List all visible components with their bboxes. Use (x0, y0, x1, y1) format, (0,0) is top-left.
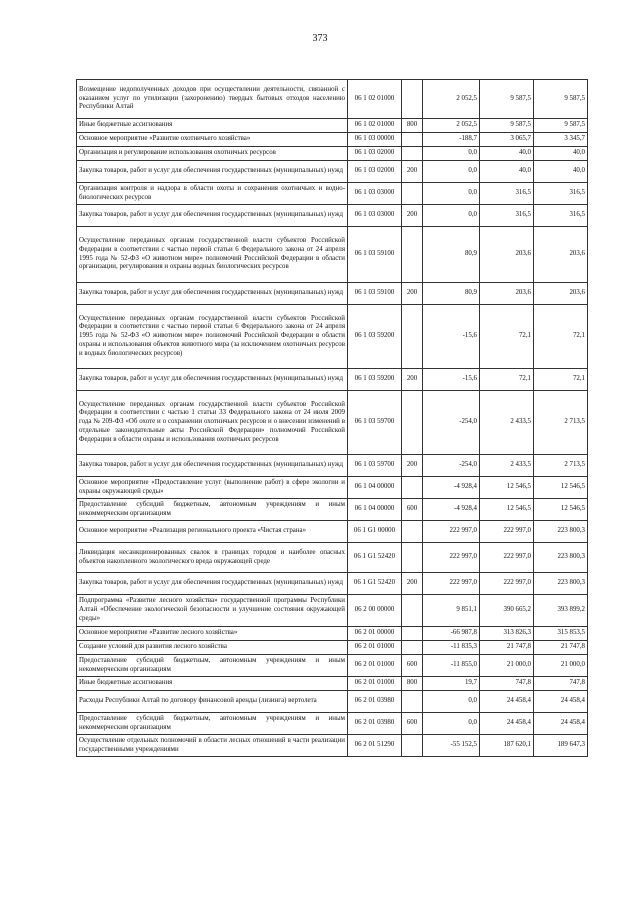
table-row (77, 80, 588, 119)
amount-year-1-cell: 9 587,5 (480, 80, 534, 119)
amount-year-2-cell: 9 587,5 (534, 80, 588, 119)
amount-year-1-cell: 40,0 (480, 147, 534, 161)
table-row (77, 499, 588, 521)
amount-year-2-cell: 223 800,3 (534, 543, 588, 573)
change-amount-cell: -15,6 (423, 305, 480, 369)
table-row (77, 283, 588, 305)
amount-year-2-cell: 316,5 (534, 183, 588, 205)
row-name-cell: Возмещение недополученных доходов при осуществлении деятельности, связанной с оказанием услуг по утилизации (захоронению) твердых бытовых отходов населению Республики Алтай (77, 80, 348, 119)
table-row (77, 627, 588, 641)
amount-year-1-cell: 72,1 (480, 369, 534, 391)
row-name-cell: Расходы Республики Алтай по договору финансовой аренды (лизинга) вертолета (77, 691, 348, 713)
expense-type-cell: 200 (402, 161, 423, 183)
target-code-cell: 06 1 03 02000 (348, 147, 402, 161)
change-amount-cell: 222 997,0 (423, 521, 480, 543)
amount-year-1-cell: 2 433,5 (480, 391, 534, 455)
change-amount-cell: 0,0 (423, 183, 480, 205)
amount-year-2-cell: 189 647,3 (534, 735, 588, 757)
change-amount-cell: 80,9 (423, 227, 480, 283)
amount-year-2-cell: 747,8 (534, 677, 588, 691)
target-code-cell: 06 1 03 59100 (348, 227, 402, 283)
row-name-cell: Закупка товаров, работ и услуг для обеспечения государственных (муниципальных) нужд (77, 161, 348, 183)
target-code-cell: 06 1 03 02000 (348, 161, 402, 183)
table-row (77, 147, 588, 161)
row-name-cell: Осуществление переданных органам государственной власти субъектов Российской Федерации в соответствии с частью первой статьи 6 Федерального закона от 24 апреля 1995 года № 52-ФЗ «О животном мире» полномочий Российской Федерации в области охраны и использования объектов животного мира (за исключением охотничьих ресурсов и водных биологических ресурсов) (77, 305, 348, 369)
row-name-cell: Закупка товаров, работ и услуг для обеспечения государственных (муниципальных) нужд (77, 283, 348, 305)
table-row (77, 119, 588, 133)
amount-year-1-cell: 40,0 (480, 161, 534, 183)
budget-table-body (77, 80, 588, 757)
expense-type-cell (402, 735, 423, 757)
expense-type-cell: 800 (402, 677, 423, 691)
target-code-cell: 06 2 01 00000 (348, 627, 402, 641)
row-name-cell: Основное мероприятие «Реализация регионального проекта «Чистая страна» (77, 521, 348, 543)
table-row (77, 183, 588, 205)
change-amount-cell: 2 052,5 (423, 119, 480, 133)
target-code-cell: 06 1 G1 52420 (348, 543, 402, 573)
target-code-cell: 06 2 00 00000 (348, 595, 402, 627)
change-amount-cell: 0,0 (423, 713, 480, 735)
row-name-cell: Осуществление переданных органам государственной власти субъектов Российской Федерации в соответствии с частью первой статьи 6 Федерального закона от 24 апреля 1995 года № 52-ФЗ «О животном мире» полномочий Российской Федерации в области организации, регулирования и охраны водных биологических ресурсов (77, 227, 348, 283)
expense-type-cell (402, 227, 423, 283)
amount-year-1-cell: 313 826,3 (480, 627, 534, 641)
target-code-cell: 06 1 03 59700 (348, 391, 402, 455)
change-amount-cell: 0,0 (423, 147, 480, 161)
target-code-cell: 06 1 03 59200 (348, 305, 402, 369)
target-code-cell: 06 1 03 03000 (348, 183, 402, 205)
expense-type-cell (402, 595, 423, 627)
expense-type-cell (402, 80, 423, 119)
row-name-cell: Создание условий для развития лесного хозяйства (77, 641, 348, 655)
expense-type-cell (402, 477, 423, 499)
table-row (77, 573, 588, 595)
table-row (77, 305, 588, 369)
table-row (77, 227, 588, 283)
row-name-cell: Организация контроля и надзора в области охоты и сохранения охотничьих и водно-биологических ресурсов (77, 183, 348, 205)
target-code-cell: 06 1 02 01000 (348, 119, 402, 133)
target-code-cell: 06 1 02 01000 (348, 80, 402, 119)
expense-type-cell (402, 305, 423, 369)
amount-year-1-cell: 390 665,2 (480, 595, 534, 627)
change-amount-cell: -254,0 (423, 455, 480, 477)
expense-type-cell: 200 (402, 205, 423, 227)
expense-type-cell: 600 (402, 713, 423, 735)
amount-year-2-cell: 40,0 (534, 161, 588, 183)
amount-year-2-cell: 9 587,5 (534, 119, 588, 133)
change-amount-cell: -55 152,5 (423, 735, 480, 757)
target-code-cell: 06 1 04 00000 (348, 499, 402, 521)
table-row (77, 677, 588, 691)
row-name-cell: Ликвидация несанкционированных свалок в границах городов и наиболее опасных объектов накопленного экологического вреда окружающей среде (77, 543, 348, 573)
target-code-cell: 06 1 03 59700 (348, 455, 402, 477)
change-amount-cell: 9 851,1 (423, 595, 480, 627)
row-name-cell: Предоставление субсидий бюджетным, автономным учреждениям и иным некоммерческим организациям (77, 499, 348, 521)
expense-type-cell: 200 (402, 283, 423, 305)
row-name-cell: Иные бюджетные ассигнования (77, 119, 348, 133)
change-amount-cell: -188,7 (423, 133, 480, 147)
table-row (77, 595, 588, 627)
target-code-cell: 06 1 03 59100 (348, 283, 402, 305)
change-amount-cell: 0,0 (423, 205, 480, 227)
table-row (77, 205, 588, 227)
expense-type-cell: 200 (402, 455, 423, 477)
table-row (77, 477, 588, 499)
amount-year-2-cell: 223 800,3 (534, 573, 588, 595)
amount-year-2-cell: 24 458,4 (534, 713, 588, 735)
table-row (77, 455, 588, 477)
table-row (77, 133, 588, 147)
expense-type-cell (402, 543, 423, 573)
row-name-cell: Подпрограмма «Развитие лесного хозяйства» государственной программы Республики Алтай «Обеспечение экологической безопасности и улучшение состояния окружающей среды» (77, 595, 348, 627)
expense-type-cell: 800 (402, 119, 423, 133)
amount-year-2-cell: 12 546,5 (534, 477, 588, 499)
change-amount-cell: 222 997,0 (423, 573, 480, 595)
amount-year-1-cell: 24 458,4 (480, 691, 534, 713)
amount-year-1-cell: 9 587,5 (480, 119, 534, 133)
expense-type-cell (402, 147, 423, 161)
expense-type-cell: 200 (402, 573, 423, 595)
target-code-cell: 06 1 03 59200 (348, 369, 402, 391)
target-code-cell: 06 2 01 01000 (348, 677, 402, 691)
change-amount-cell: -11 855,0 (423, 655, 480, 677)
amount-year-2-cell: 40,0 (534, 147, 588, 161)
table-row (77, 161, 588, 183)
row-name-cell: Основное мероприятие «Развитие лесного хозяйства» (77, 627, 348, 641)
amount-year-2-cell: 21 000,0 (534, 655, 588, 677)
row-name-cell: Предоставление субсидий бюджетным, автономным учреждениям и иным некоммерческим организациям (77, 655, 348, 677)
amount-year-1-cell: 12 546,5 (480, 477, 534, 499)
table-row (77, 521, 588, 543)
row-name-cell: Организация и регулирование использования охотничьих ресурсов (77, 147, 348, 161)
change-amount-cell: 0,0 (423, 161, 480, 183)
row-name-cell: Основное мероприятие «Предоставление услуг (выполнение работ) в сфере экологии и охраны окружающей среды» (77, 477, 348, 499)
change-amount-cell: 222 997,0 (423, 543, 480, 573)
target-code-cell: 06 1 G1 00000 (348, 521, 402, 543)
amount-year-1-cell: 21 747,8 (480, 641, 534, 655)
expense-type-cell (402, 641, 423, 655)
expense-type-cell (402, 391, 423, 455)
change-amount-cell: 19,7 (423, 677, 480, 691)
change-amount-cell: -66 987,8 (423, 627, 480, 641)
amount-year-2-cell: 72,1 (534, 369, 588, 391)
amount-year-1-cell: 203,6 (480, 283, 534, 305)
amount-year-1-cell: 12 546,5 (480, 499, 534, 521)
expense-type-cell: 600 (402, 499, 423, 521)
table-row (77, 391, 588, 455)
row-name-cell: Закупка товаров, работ и услуг для обеспечения государственных (муниципальных) нужд (77, 455, 348, 477)
amount-year-2-cell: 393 899,2 (534, 595, 588, 627)
table-row (77, 543, 588, 573)
target-code-cell: 06 1 03 00000 (348, 133, 402, 147)
change-amount-cell: -4 928,4 (423, 499, 480, 521)
row-name-cell: Закупка товаров, работ и услуг для обеспечения государственных (муниципальных) нужд (77, 573, 348, 595)
amount-year-2-cell: 24 458,4 (534, 691, 588, 713)
row-name-cell: Предоставление субсидий бюджетным, автономным учреждениям и иным некоммерческим организациям (77, 713, 348, 735)
row-name-cell: Основное мероприятие «Развитие охотничьего хозяйства» (77, 133, 348, 147)
target-code-cell: 06 2 01 01000 (348, 641, 402, 655)
target-code-cell: 06 2 01 01000 (348, 655, 402, 677)
change-amount-cell: 80,9 (423, 283, 480, 305)
row-name-cell: Закупка товаров, работ и услуг для обеспечения государственных (муниципальных) нужд (77, 205, 348, 227)
target-code-cell: 06 2 01 03980 (348, 713, 402, 735)
table-row (77, 641, 588, 655)
amount-year-2-cell: 2 713,5 (534, 455, 588, 477)
amount-year-2-cell: 72,1 (534, 305, 588, 369)
change-amount-cell: -11 835,3 (423, 641, 480, 655)
amount-year-1-cell: 24 458,4 (480, 713, 534, 735)
expense-type-cell: 600 (402, 655, 423, 677)
page-number: 373 (312, 33, 328, 44)
row-name-cell: Осуществление переданных органам государственной власти субъектов Российской Федерации в соответствии с частью 1 статьи 33 Федерального закона от 24 июля 2009 года № 209-ФЗ «Об охоте и о сохранении охотничьих ресурсов и о внесении изменений в отдельные законодательные акты Российской Федерации» полномочий Российской Федерации в области охраны и использования охотничьих ресурсов (77, 391, 348, 455)
target-code-cell: 06 1 04 00000 (348, 477, 402, 499)
amount-year-2-cell: 223 800,3 (534, 521, 588, 543)
amount-year-1-cell: 2 433,5 (480, 455, 534, 477)
amount-year-2-cell: 203,6 (534, 283, 588, 305)
amount-year-1-cell: 21 000,0 (480, 655, 534, 677)
table-row (77, 655, 588, 677)
row-name-cell: Иные бюджетные ассигнования (77, 677, 348, 691)
target-code-cell: 06 2 01 03980 (348, 691, 402, 713)
change-amount-cell: 0,0 (423, 691, 480, 713)
budget-table (76, 79, 588, 757)
expense-type-cell (402, 133, 423, 147)
change-amount-cell: -254,0 (423, 391, 480, 455)
amount-year-1-cell: 747,8 (480, 677, 534, 691)
row-name-cell: Закупка товаров, работ и услуг для обеспечения государственных (муниципальных) нужд (77, 369, 348, 391)
amount-year-1-cell: 316,5 (480, 205, 534, 227)
amount-year-2-cell: 316,5 (534, 205, 588, 227)
amount-year-1-cell: 222 997,0 (480, 573, 534, 595)
table-row (77, 369, 588, 391)
amount-year-2-cell: 203,6 (534, 227, 588, 283)
amount-year-1-cell: 72,1 (480, 305, 534, 369)
amount-year-1-cell: 3 065,7 (480, 133, 534, 147)
target-code-cell: 06 1 03 03000 (348, 205, 402, 227)
table-row (77, 735, 588, 757)
table-row (77, 713, 588, 735)
target-code-cell: 06 1 G1 52420 (348, 573, 402, 595)
amount-year-2-cell: 12 546,5 (534, 499, 588, 521)
amount-year-2-cell: 2 713,5 (534, 391, 588, 455)
amount-year-2-cell: 315 853,5 (534, 627, 588, 641)
row-name-cell: Осуществление отдельных полномочий в области лесных отношений в части реализации государственными учреждениями (77, 735, 348, 757)
amount-year-1-cell: 222 997,0 (480, 543, 534, 573)
change-amount-cell: -4 928,4 (423, 477, 480, 499)
amount-year-1-cell: 203,6 (480, 227, 534, 283)
change-amount-cell: -15,6 (423, 369, 480, 391)
expense-type-cell (402, 183, 423, 205)
amount-year-2-cell: 3 345,7 (534, 133, 588, 147)
amount-year-1-cell: 187 620,1 (480, 735, 534, 757)
amount-year-1-cell: 222 997,0 (480, 521, 534, 543)
amount-year-2-cell: 21 747,8 (534, 641, 588, 655)
table-row (77, 691, 588, 713)
expense-type-cell (402, 691, 423, 713)
target-code-cell: 06 2 01 51290 (348, 735, 402, 757)
expense-type-cell (402, 521, 423, 543)
expense-type-cell: 200 (402, 369, 423, 391)
expense-type-cell (402, 627, 423, 641)
amount-year-1-cell: 316,5 (480, 183, 534, 205)
change-amount-cell: 2 052,5 (423, 80, 480, 119)
